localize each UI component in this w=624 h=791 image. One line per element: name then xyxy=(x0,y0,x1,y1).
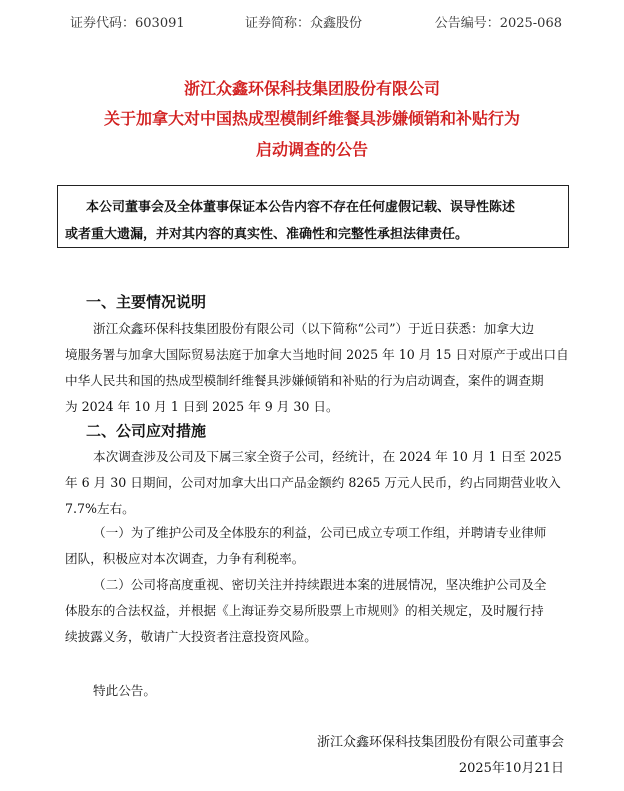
disclaimer-line: 或者重大遗漏，并对其内容的真实性、准确性和完整性承担法律责任。 xyxy=(65,227,469,242)
paragraph-line: 境服务署与加拿大国际贸易法庭于加拿大当地时间 2025 年 10 月 15 日对原产于或出口自 xyxy=(65,347,569,362)
notice-number: 公告编号：2025-068 xyxy=(434,16,562,31)
document-header xyxy=(0,12,624,32)
title-subject: 关于加拿大对中国热成型模制纤维餐具涉嫌倾销和补贴行为 xyxy=(103,109,520,128)
paragraph-line: 本次调查涉及公司及下属三家全资子公司，经统计，在 2024 年 10 月 1 日至 2025 xyxy=(93,449,562,464)
paragraph-line: 体股东的合法权益，并根据《上海证券交易所股票上市规则》的相关规定，及时履行持 xyxy=(65,603,544,618)
disclaimer-box xyxy=(57,185,569,248)
disclaimer-line: 本公司董事会及全体董事保证本公告内容不存在任何虚假记载、误导性陈述 xyxy=(86,200,516,215)
section-heading: 一、主要情况说明 xyxy=(86,293,207,311)
title-suffix: 启动调查的公告 xyxy=(255,140,368,159)
paragraph-line: （一）为了维护公司及全体股东的利益，公司已成立专项工作组，并聘请专业律师 xyxy=(93,525,547,540)
paragraph-line: 团队，积极应对本次调查，力争有利税率。 xyxy=(65,551,305,566)
paragraph-line: 7.7%左右。 xyxy=(65,501,135,516)
signature-date: 2025年10月21日 xyxy=(458,761,564,776)
paragraph-line: 年 6 月 30 日期间，公司对加拿大出口产品金额约 8265 万元人民币，约占同期营业收入 xyxy=(65,475,561,490)
stock-short-name: 证券简称：众鑫股份 xyxy=(245,16,363,31)
paragraph-line: 中华人民共和国的热成型模制纤维餐具涉嫌倾销和补贴的行为启动调查，案件的调查期 xyxy=(65,373,544,388)
paragraph-line: 浙江众鑫环保科技集团股份有限公司（以下简称“公司”）于近日获悉：加拿大边 xyxy=(93,321,535,336)
section-heading: 二、公司应对措施 xyxy=(86,422,207,440)
paragraph-line: （二）公司将高度重视、密切关注并持续跟进本案的进展情况，坚决维护公司及全 xyxy=(93,577,547,592)
paragraph-line: 续披露义务，敬请广大投资者注意投资风险。 xyxy=(65,629,317,644)
signature-company: 浙江众鑫环保科技集团股份有限公司董事会 xyxy=(316,735,564,750)
closing-text: 特此公告。 xyxy=(93,683,156,698)
stock-code: 证券代码：603091 xyxy=(70,16,185,31)
paragraph-line: 为 2024 年 10 月 1 日到 2025 年 9 月 30 日。 xyxy=(65,399,339,414)
title-company: 浙江众鑫环保科技集团股份有限公司 xyxy=(183,79,440,98)
